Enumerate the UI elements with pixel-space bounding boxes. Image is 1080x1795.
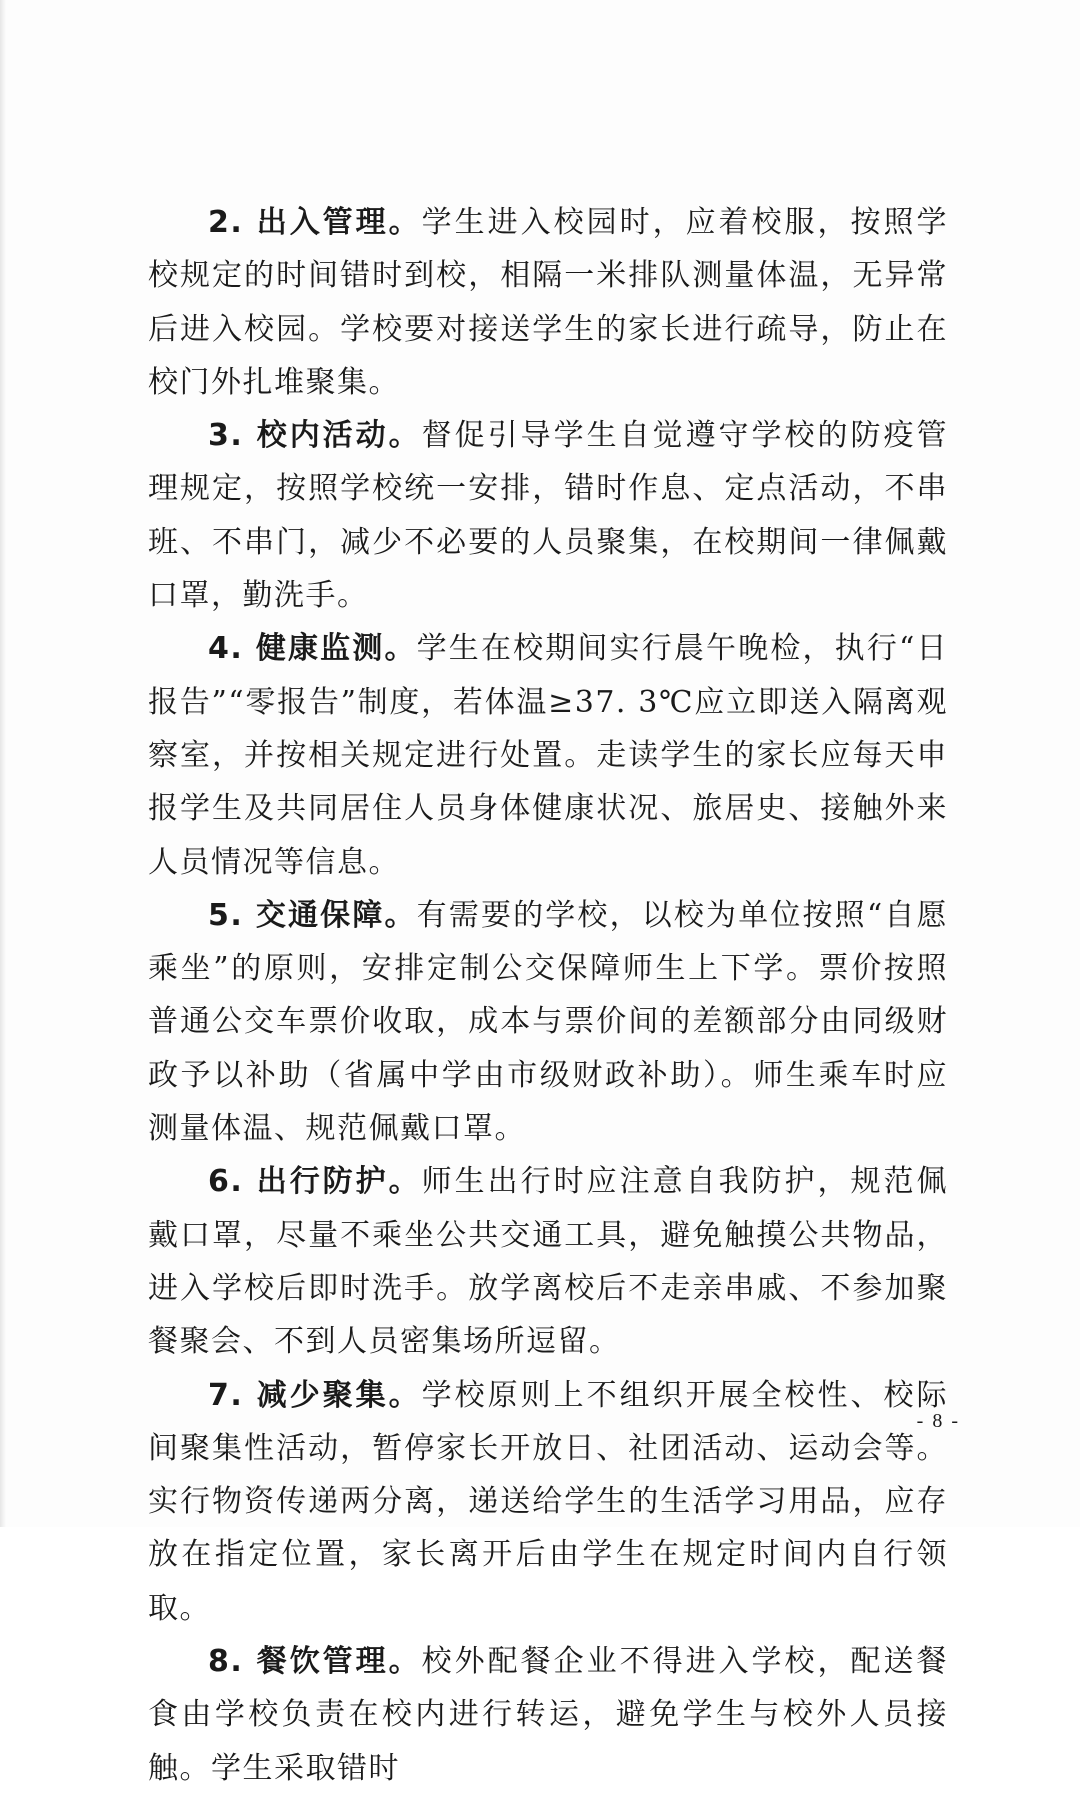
scan-edge-shadow: [0, 0, 6, 1527]
paragraph-heading: 6. 出行防护。: [208, 1164, 422, 1200]
paragraph-campus-activities: [148, 409, 948, 622]
paragraph-text: 学校原则上不组织开展全校性、校际间聚集性活动，暂停家长开放日、社团活动、运动会等。实行物资传递两分离，递送给学生的生活学习用品，应存放在指定位置，家长离开后由学生在规定时间内自行领取。: [148, 1377, 948, 1626]
paragraph-text: 有需要的学校，以校为单位按照“自愿乘坐”的原则，安排定制公交保障师生上下学。票价按照普通公交车票价收取，成本与票价间的差额部分由同级财政予以补助（省属中学由市级财政补助）。师生乘车时应测量体温、规范佩戴口罩。: [148, 897, 948, 1147]
paragraph-heading: 7. 减少聚集。: [208, 1377, 422, 1413]
paragraph-travel-protection: [148, 1155, 948, 1368]
paragraph-text: 督促引导学生自觉遵守学校的防疫管理规定，按照学校统一安排，错时作息、定点活动，不串班、不串门，减少不必要的人员聚集，在校期间一律佩戴口罩，勤洗手。: [148, 418, 948, 614]
paragraph-heading: 8. 餐饮管理。: [208, 1644, 422, 1680]
paragraph-heading: 5. 交通保障。: [208, 897, 417, 933]
paragraph-heading: 4. 健康监测。: [208, 631, 417, 667]
paragraph-catering: [148, 1635, 948, 1795]
paragraph-heading: 2. 出入管理。: [208, 205, 422, 240]
paragraph-text: 师生出行时应注意自我防护，规范佩戴口罩，尽量不乘坐公共交通工具，避免触摸公共物品，进入学校后即时洗手。放学离校后不走亲串戚、不参加聚餐聚会、不到人员密集场所逗留。: [148, 1164, 948, 1360]
paragraph-entry-management: [148, 196, 948, 409]
page-number: - 8 -: [916, 1410, 960, 1432]
document-body: [148, 196, 948, 1795]
paragraph-health-monitoring: [148, 622, 948, 888]
paragraph-text: 学生在校期间实行晨午晚检，执行“日报告”“零报告”制度，若体温≥37. 3℃应立即送入隔离观察室，并按相关规定进行处置。走读学生的家长应每天申报学生及共同居住人员身体健康状况、旅居史、接触外来人员情况等信息。: [148, 631, 948, 880]
paragraph-heading: 3. 校内活动。: [208, 418, 422, 454]
paragraph-text: 校外配餐企业不得进入学校，配送餐食由学校负责在校内进行转运，避免学生与校外人员接触。学生采取错时: [148, 1644, 948, 1786]
paragraph-transport: [148, 889, 948, 1155]
paragraph-reduce-gathering: [148, 1369, 948, 1635]
paragraph-text: 学生进入校园时，应着校服，按照学校规定的时间错时到校，相隔一米排队测量体温，无异常后进入校园。学校要对接送学生的家长进行疏导，防止在校门外扎堆聚集。: [148, 205, 948, 400]
